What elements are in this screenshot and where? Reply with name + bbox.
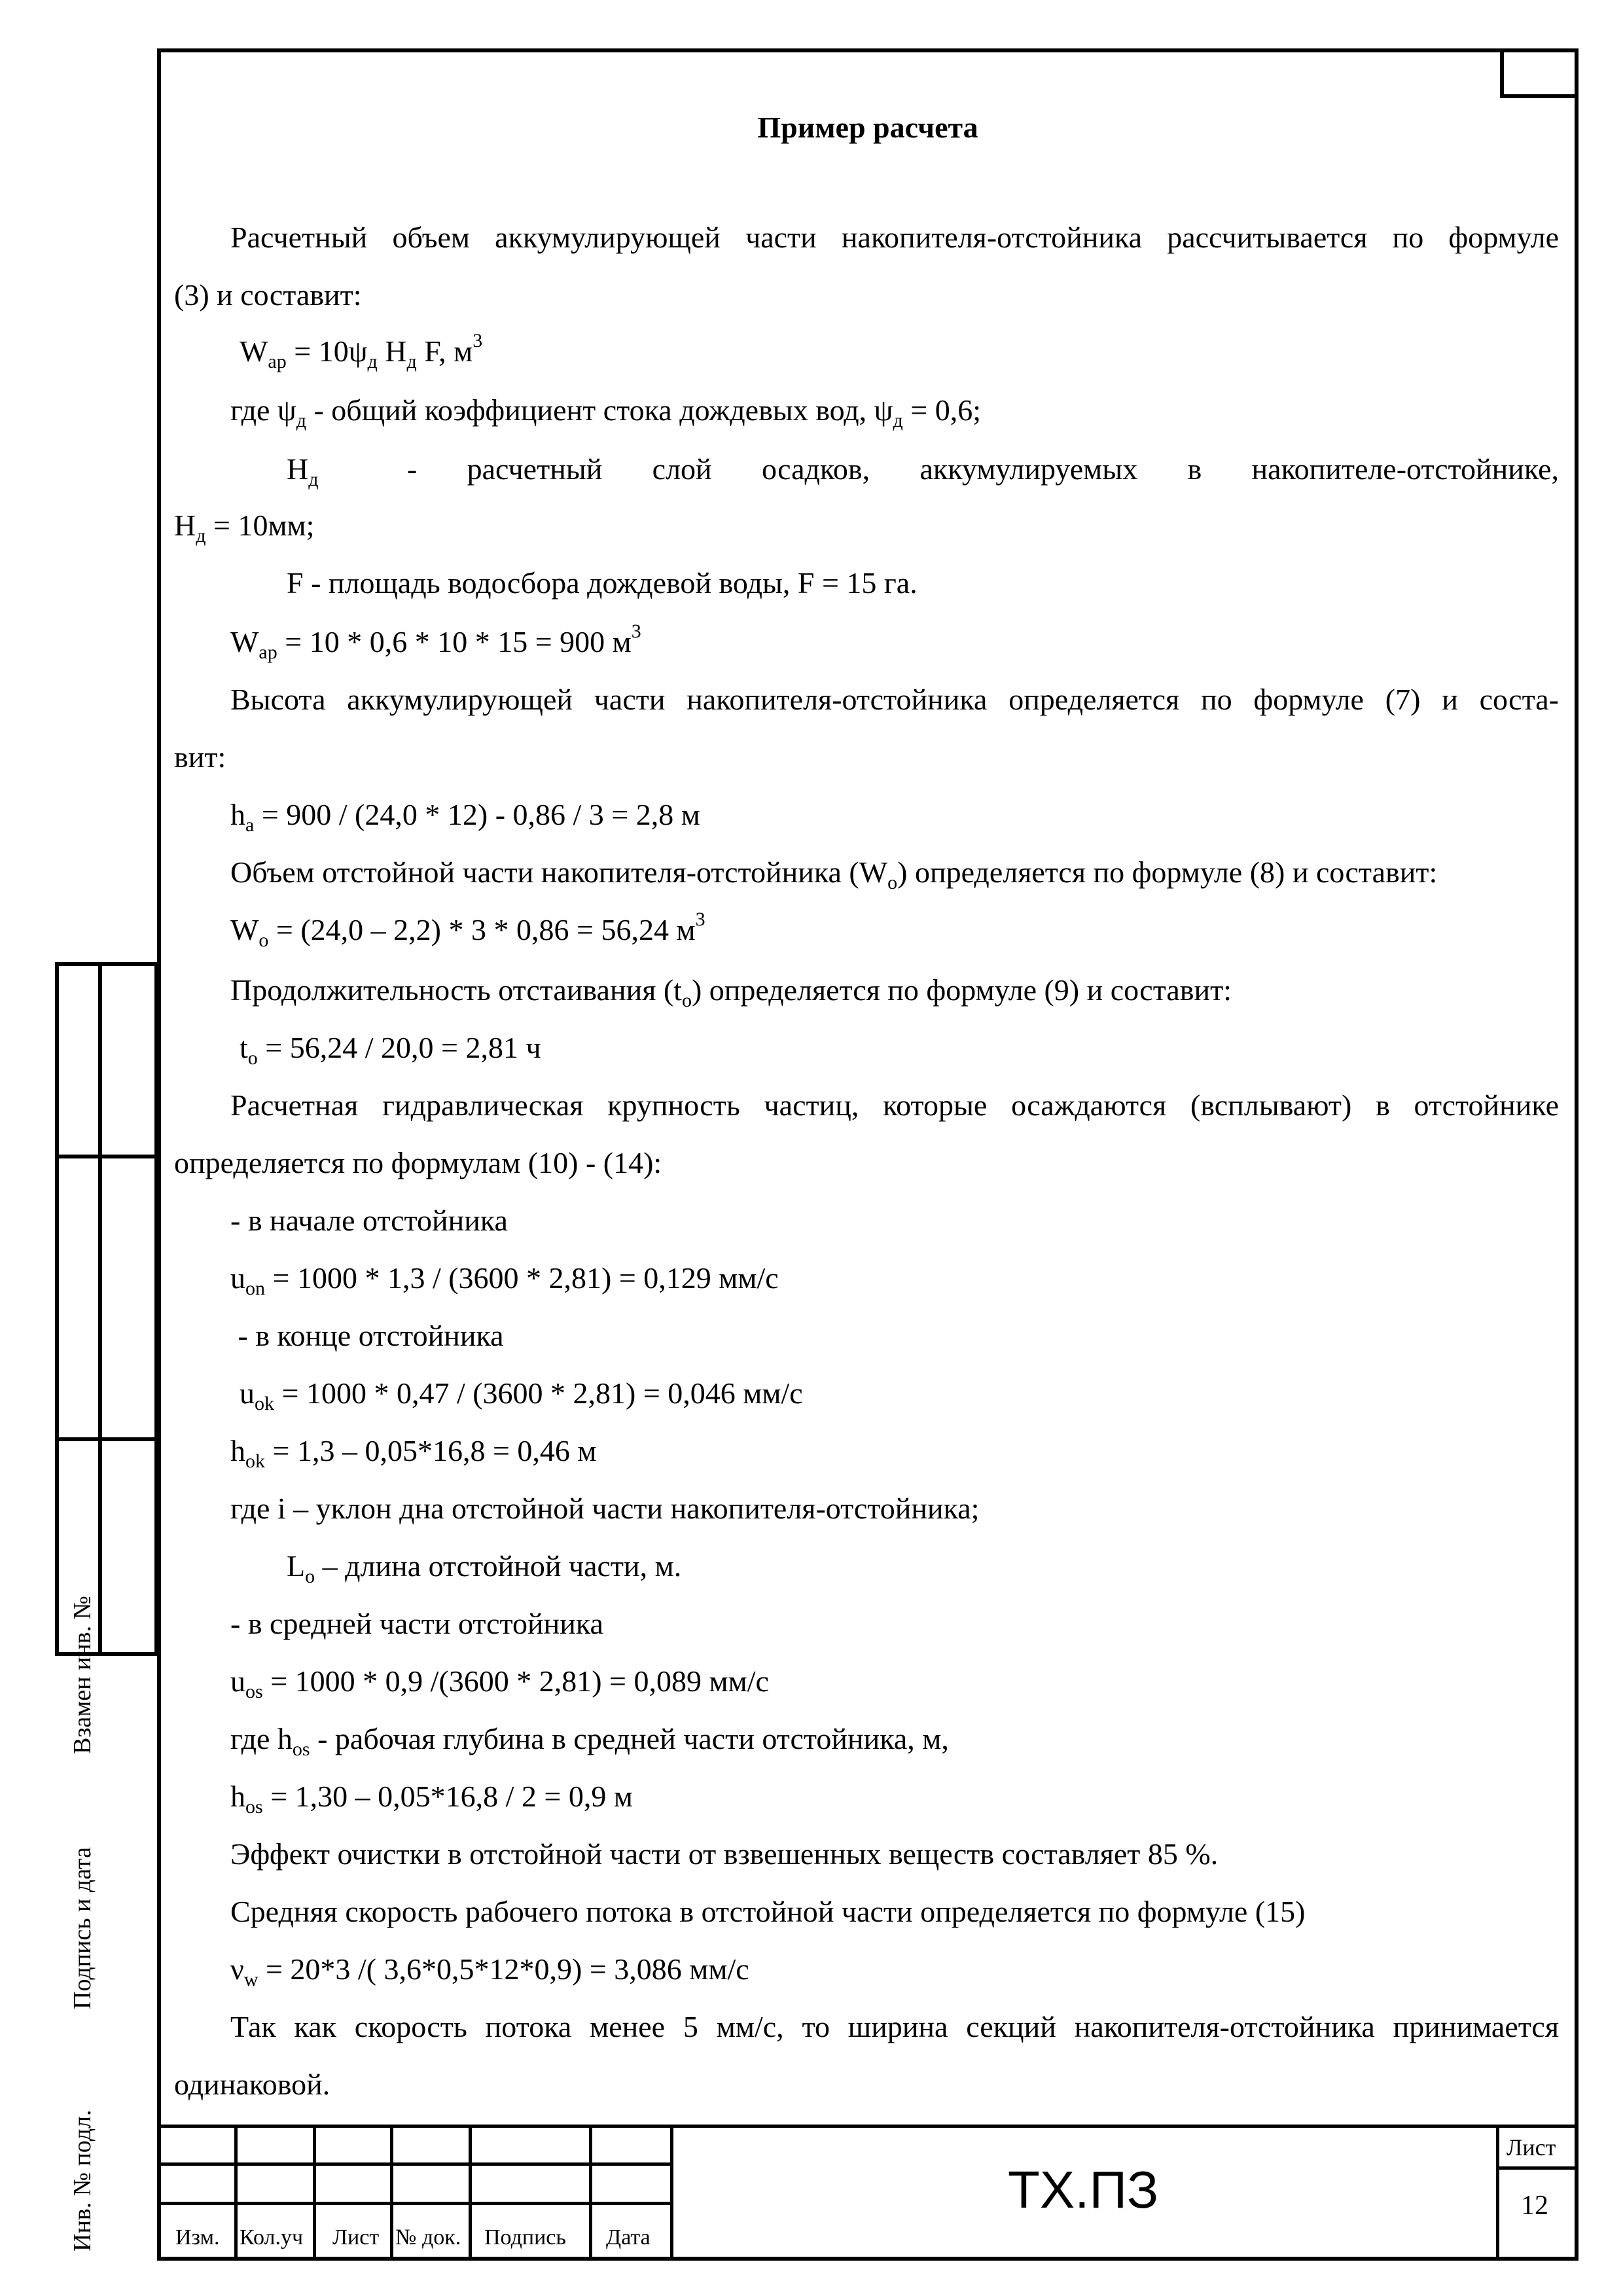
column-label: Подпись xyxy=(484,2225,566,2250)
formula-line: $W_o = (24,0 - 2,2) * 3 * 0,86 = 56,24$ $м^3$ xyxy=(230,908,705,951)
text-line: одинаковой. xyxy=(174,2068,330,2101)
text-line: - в начале отстойника xyxy=(230,1204,508,1237)
formula-line: $h_{ok} = 1,3 - 0,05*16,8 = 0,46$ м xyxy=(230,1434,597,1472)
formula-line: $W_{ар} = 10 * 0,6 * 10 * 15 = 900$ $м^3$ xyxy=(230,620,641,663)
column-label: Дата xyxy=(606,2225,651,2250)
text-line: определяется по формулам (10) - (14): xyxy=(174,1146,662,1179)
title-block-line xyxy=(469,2125,472,2261)
text-line: $Н_д = 10мм$; xyxy=(174,509,315,547)
formula-line: $\nu_w = 20*3$ /( 3,6*0,5*12*0,9) = 3,086 мм/с xyxy=(230,1952,749,1990)
formula-line: $u_{on} = 1000 * 1,3 / (3600 * 2,81) = 0,129$ мм/с xyxy=(230,1261,779,1299)
title-block-line xyxy=(589,2125,592,2261)
text-line: Объем отстойной части накопителя-отстойника $(W_o)$ определяется по формуле (8) и составит: xyxy=(230,855,1438,893)
text-line: где $\psi_д$ - общий коэффициент стока дождевых вод, $\psi_д = 0,6$; xyxy=(230,393,981,431)
text-line: $L_o$ – длина отстойной части, м. xyxy=(287,1549,682,1587)
formula-line: $W_{ар} = 10\psi_д$ $Н_д$ F, $м^3$ xyxy=(240,330,483,372)
column-label: Лист xyxy=(332,2225,380,2250)
title-block-line xyxy=(313,2125,316,2261)
text-line: - в конце отстойника xyxy=(230,1319,504,1352)
text-line: Так как скорость потока менее 5 мм/с, то ширина секций накопителя-отстойника принимается xyxy=(230,2010,1559,2043)
title-block-line xyxy=(390,2125,393,2261)
side-stamp-box xyxy=(55,962,158,1656)
title-block-line xyxy=(1497,2166,1578,2170)
formula-line: $u_{ok} = 1000 * 0,47 / (3600 * 2,81) = 0,046$ мм/с xyxy=(240,1376,803,1414)
corner-box xyxy=(1500,48,1578,98)
text-line: где $h_{os}$ - рабочая глубина в средней части отстойника, м, xyxy=(230,1722,949,1760)
sheet-label: Лист xyxy=(1507,2134,1556,2161)
sheet-number: 12 xyxy=(1521,2191,1548,2221)
column-label: № док. xyxy=(395,2225,461,2250)
text-line: Продолжительность отстаивания $(t_o)$ определяется по формуле (9) и составит: xyxy=(230,973,1232,1011)
column-label: Кол.уч xyxy=(240,2225,304,2250)
text-line: Средняя скорость рабочего потока в отстойной части определяется по формуле (15) xyxy=(230,1895,1306,1928)
side-label-sign-date: Подпись и дата xyxy=(69,1846,96,2009)
title-block-border xyxy=(157,2125,1578,2128)
page-title: Пример расчета xyxy=(757,111,978,144)
text-line: Высота аккумулирующей части накопителя-отстойника определяется по формуле (7) и соста- xyxy=(230,683,1559,716)
document-code: ТХ.ПЗ xyxy=(1008,2161,1159,2219)
side-label-replace: Взамен инв. № xyxy=(69,1596,96,1754)
text-line: Эффект очистки в отстойной части от взвешенных веществ составляет 85 %. xyxy=(230,1837,1219,1871)
title-block-line xyxy=(234,2125,238,2261)
text-line: Расчетный объем аккумулирующей части накопителя-отстойника рассчитывается по формуле xyxy=(230,221,1559,254)
text-line: вит: xyxy=(174,740,226,774)
formula-line: $h_{os} = 1,30 - 0,05*16,8 / 2 = 0,9$ м xyxy=(230,1780,633,1818)
side-stamp-divider xyxy=(55,1155,158,1158)
text-line: $Н_д$ - расчетный слой осадков, аккумулируемых в накопителе-отстойнике, xyxy=(287,452,1559,490)
text-line: (3) и составит: xyxy=(174,278,362,312)
text-line: - в средней части отстойника xyxy=(230,1607,603,1640)
side-label-inv-orig: Инв. № подл. xyxy=(69,2109,96,2251)
formula-line: $h_a = 900 / (24,0 * 12) - 0,86 / 3 = 2,8$ м xyxy=(230,798,700,836)
text-line: где i – уклон дна отстойной части накопителя-отстойника; xyxy=(230,1492,980,1525)
column-label: Изм. xyxy=(175,2225,220,2250)
side-stamp-divider xyxy=(55,1437,158,1441)
formula-line: $u_{os} = 1000 * 0,9$ /(3600 * 2,81) = 0,089 мм/с xyxy=(230,1664,769,1702)
side-stamp-divider xyxy=(98,962,102,1656)
formula-line: $t_o = 56,24 / 20,0 = 2,81$ ч xyxy=(240,1031,541,1069)
text-line: F - площадь водосбора дождевой воды, F = 15 га. xyxy=(287,566,918,600)
text-line: Расчетная гидравлическая крупность частиц, которые осаждаются (всплывают) в отстойнике xyxy=(230,1088,1559,1122)
title-block-line xyxy=(670,2125,673,2261)
title-block-line xyxy=(1496,2125,1499,2261)
